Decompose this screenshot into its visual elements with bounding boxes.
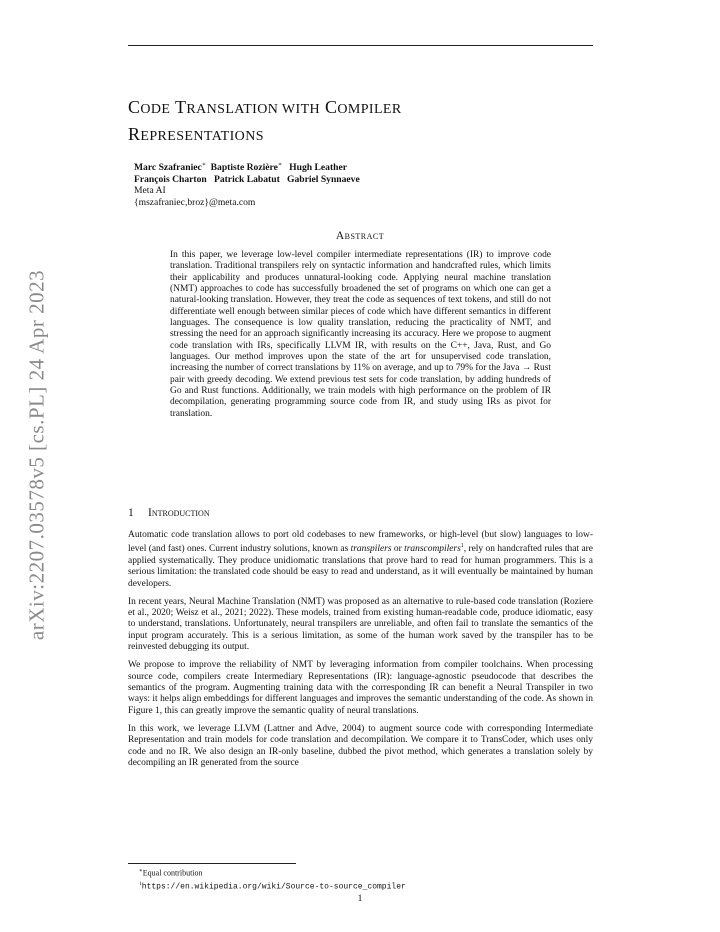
abstract-text: In this paper, we leverage low-level compiler intermediate representations (IR) to improve code translation. Traditional transpilers rely on syntactic information and handcrafted rules, which limits their applicability and produces unnatural-looking code. Applying neural machine translation (NMT) approaches to code has successfully broadened the set of programs on which one can get a natural-looking translation. However, they treat the code as sequences of text tokens, and still do not differentiate well enough between similar pieces of code which have different semantics in different languages. The consequence is low quality translation, reducing the practicality of NMT, and stressing the need for an approach significantly increasing its accuracy. Here we propose to augment code translation with IRs, specifically LLVM IR, with results on the C++, Java, Rust, and Go languages. Our method improves upon the state of the art for unsupervised code translation, increasing the number of correct translations by 11% on average, and up to 79% for the Java → Rust pair with greedy decoding. We extend previous test sets for code translation, by adding hundreds of Go and Rust functions. Additionally, we train models with high performance on the problem of IR decompilation, generating programming source code from IR, and study using IRs as pivot for translation.	[170, 250, 551, 419]
title-line-1	[128, 95, 598, 122]
author-name: Marc Szafraniec	[134, 162, 202, 174]
title-rest: OMPILER	[337, 102, 402, 117]
author-name: Hugh Leather	[289, 162, 347, 174]
author-block	[134, 160, 360, 209]
paragraph	[128, 530, 593, 590]
title-line-2	[128, 122, 598, 149]
title-cap: C	[128, 97, 141, 117]
paper-title	[128, 95, 598, 149]
paragraph: In this work, we leverage LLVM (Lattner and Adve, 2004) to augment source code with corresponding Intermediate Representation and train models for code translation and decompilation. We compare it to TransCoder, which uses only code and no IR. We also design an IR-only baseline, dubbed the pivot method, which generates a translation solely by decompiling an IR generated from the source	[128, 723, 593, 768]
abstract-heading: Abstract	[335, 230, 385, 242]
paragraph: We propose to improve the reliability of NMT by leveraging information from compiler toolchains. When processing source code, compilers create Intermediary Representations (IR): language-agnostic pseudocode that describes the semantics of the program. Augmenting training data with the corresponding IR can benefit a Neural Transpiler in two ways: it helps align embeddings for different languages and improves the semantic understanding of the code. As shown in Figure 1, this can greatly improve the semantic quality of neural translations.	[128, 660, 593, 716]
paragraph: In recent years, Neural Machine Translation (NMT) was proposed as an alternative to rule-based code translation (Roziere et al., 2020; Weisz et al., 2021; 2022). These models, trained from existing human-readable code, produce idiomatic, easy to understand, translations. Unfortunately, neural transpilers are unreliable, and often fail to translate the semantics of the input program accurately. This is a serious limitation, as some of the human work saved by the transpiler has to be reinvested debugging its output.	[128, 596, 593, 653]
author-name: Baptiste Rozière	[210, 162, 278, 174]
title-cap: C	[324, 97, 338, 117]
body-text	[128, 530, 593, 776]
footnote-mark: 1	[139, 881, 142, 888]
author-name: François Charton	[134, 173, 207, 185]
author-row-2	[134, 174, 360, 186]
author-row-1	[134, 160, 360, 174]
equal-contribution-mark: ∗	[201, 162, 206, 168]
arxiv-stamp	[22, 250, 52, 660]
title-rest: ODE	[140, 102, 171, 117]
arxiv-stamp-text: arXiv:2207.03578v5 [cs.PL] 24 Apr 2023	[24, 269, 49, 641]
title-cap: T	[174, 97, 187, 117]
page-number: 1	[357, 894, 363, 904]
section-number: 1	[128, 507, 134, 519]
paragraph-text: or	[391, 544, 405, 555]
term-transpilers: transpilers	[350, 544, 392, 555]
footnote-2	[139, 879, 406, 893]
author-name: Patrick Labatut	[213, 173, 280, 185]
section-heading	[128, 507, 210, 519]
footnote-1	[139, 866, 406, 879]
footnote-mark: ∗	[139, 868, 143, 874]
affiliation: Meta AI	[134, 185, 166, 197]
section-title: Introduction	[148, 507, 210, 519]
header-rule	[128, 45, 593, 46]
footnote-link[interactable]: https://en.wikipedia.org/wiki/Source-to-source_compiler	[141, 882, 406, 892]
term-transcompilers: transcompilers	[404, 544, 461, 555]
footnotes	[139, 866, 406, 894]
footnote-rule	[128, 863, 296, 864]
paragraph-text: Automatic code translation allows to port old codebases to new frameworks, or high-level (but slow) languages to low-level (and fast) ones. Current industry solutions, known as	[128, 530, 593, 555]
footnote-mark[interactable]: 1	[460, 543, 464, 550]
author-email: {mszafraniec,broz}@meta.com	[134, 196, 256, 208]
title-rest: EPRESENTATIONS	[140, 129, 264, 144]
title-rest: RANSLATION WITH	[186, 102, 321, 117]
title-cap: R	[128, 124, 141, 144]
author-name: Gabriel Synnaeve	[286, 173, 360, 185]
paragraph-text: , rely on handcrafted rules that are applied systematically. They produce unidiomatic translations that prove hard to read for human programmers. This is a serious limitation: the translated code should be easy to read and understand, as it will eventually be maintained by human developers.	[128, 544, 593, 589]
footnote-text: Equal contribution	[142, 868, 203, 878]
equal-contribution-mark: ∗	[277, 162, 282, 168]
